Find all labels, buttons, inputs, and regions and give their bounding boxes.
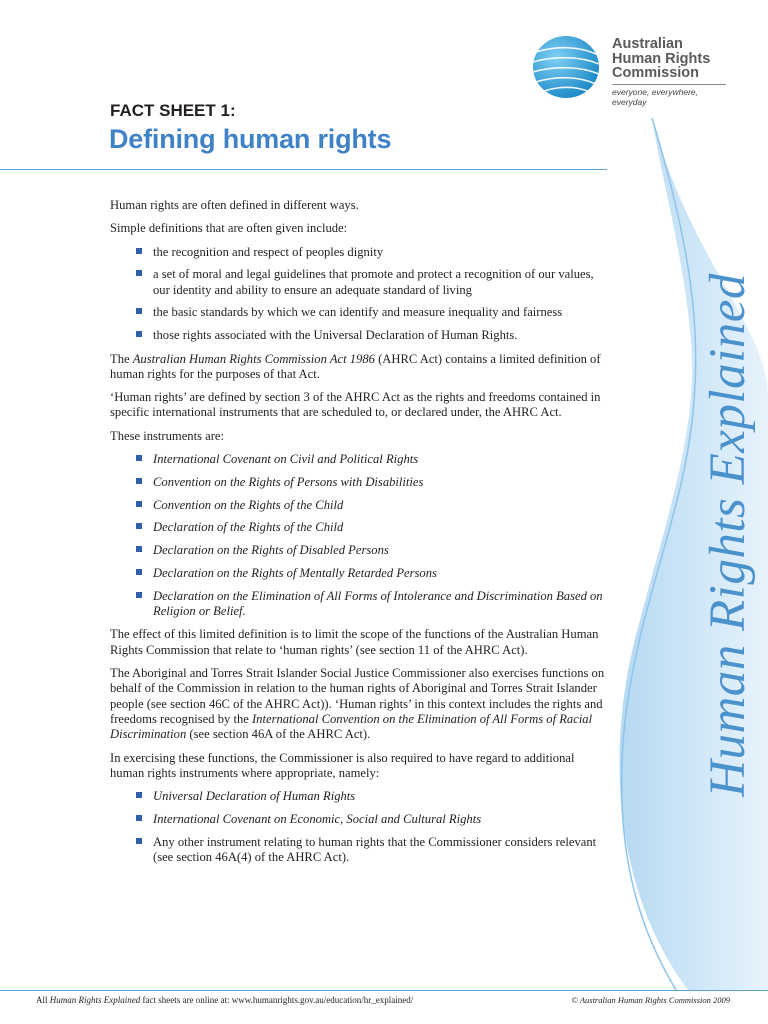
list-item-text: the recognition and respect of peoples dignity [153,244,384,259]
list-item [110,543,610,558]
org-line-2: Human Rights [612,50,711,67]
list-item-text: Convention on the Rights of the Child [153,497,344,512]
list-item-text: Declaration of the Rights of the Child [153,520,344,535]
title-divider [0,169,607,170]
main-content [110,198,610,873]
square-bullet-icon [136,455,142,461]
text: The Aboriginal and Torres Strait Islander Social Justice Commissioner also exercises functions on behalf of the Commission in relation to the human rights of Aboriginal and Torres Strait Islander people (see section 46C of the AHRC Act)). ‘Human rights’ in this context includes the rights and freedoms recognised by the [110,666,605,726]
text: (see section 46A of the AHRC Act). [186,727,371,742]
footer-url-text: fact sheets are online at: www.humanrights.gov.au/education/hr_explained/ [140,995,414,1005]
footer-note [36,995,413,1005]
square-bullet-icon [136,501,142,507]
list-item [110,475,610,490]
org-tagline: everyone, everywhere, everyday [612,87,698,107]
list-item-text: Declaration on the Rights of Disabled Persons [153,543,389,558]
list-item [110,328,610,343]
square-bullet-icon [136,792,142,798]
act-name: Australian Human Rights Commission Act 1986 [132,351,375,366]
paragraph [110,666,610,742]
list-item [110,812,610,827]
convention-name: International Convention on the Elimination of All Forms of Racial Discrimination [110,711,593,742]
square-bullet-icon [136,270,142,276]
list-item [110,267,610,298]
paragraph: ‘Human rights’ are defined by section 3 of the AHRC Act as the rights and freedoms contained in specific international instruments that are scheduled to, or declared under, the AHRC Act. [110,390,601,420]
list-item [110,566,610,581]
list-item-text: Any other instrument relating to human rights that the Commissioner considers relevant (see section 46A(4) of the AHRC Act). [153,834,597,864]
text: All [36,995,50,1005]
paragraph: In exercising these functions, the Commissioner is also required to have regard to additional human rights instruments where appropriate, namely: [110,750,575,780]
definitions-list [110,245,610,344]
series-name: Human Rights Explained [49,995,141,1005]
list-item-text: those rights associated with the Universal Declaration of Human Rights. [153,328,518,343]
square-bullet-icon [136,248,142,254]
list-item [110,452,610,467]
logo-divider [612,84,726,85]
paragraph: These instruments are: [110,428,225,443]
list-item-text: Declaration on the Rights of Mentally Retarded Persons [153,566,437,581]
footer-divider [0,990,768,991]
globe-icon [530,34,602,100]
org-line-1: Australian [612,36,683,52]
square-bullet-icon [136,331,142,337]
copyright: © Australian Human Rights Commission 2009 [571,995,730,1005]
list-item [110,520,610,535]
paragraph: Human rights are often defined in different ways. [110,198,359,212]
instruments-list [110,452,610,619]
page-title: Defining human rights [109,124,392,154]
square-bullet-icon [136,478,142,484]
square-bullet-icon [136,592,142,598]
square-bullet-icon [136,523,142,529]
square-bullet-icon [136,569,142,575]
side-title: Human Rights Explained [700,273,756,797]
list-item-text: the basic standards by which we can identify and measure inequality and fairness [153,305,563,320]
org-line-3: Commission [612,65,700,81]
square-bullet-icon [136,815,142,821]
text: The [110,351,133,366]
list-item [110,789,610,804]
list-item-text: Convention on the Rights of Persons with Disabilities [153,474,424,489]
additional-instruments-list [110,789,610,865]
list-item [110,305,610,320]
square-bullet-icon [136,308,142,314]
list-item-text: International Covenant on Economic, Social and Cultural Rights [153,811,482,826]
list-item-text: Universal Declaration of Human Rights [153,789,356,804]
paragraph: The effect of this limited definition is to limit the scope of the functions of the Australian Human Rights Commission that relate to ‘human rights’ (see section 11 of the AHRC Act). [110,627,599,657]
ahrc-logo [530,32,730,107]
fact-sheet-label: FACT SHEET 1: [110,101,236,120]
text: (AHRC Act) contains a limited definition of human rights for the purposes of that Act. [110,351,601,381]
org-name [612,37,710,81]
list-item [110,835,610,866]
square-bullet-icon [136,838,142,844]
list-item [110,498,610,513]
paragraph: Simple definitions that are often given include: [110,221,348,236]
list-item-text: a set of moral and legal guidelines that promote and protect a recognition of our values, our identity and ability to ensure an adequate standard of living [153,267,594,297]
square-bullet-icon [136,546,142,552]
list-item [110,589,610,620]
list-item [110,245,610,260]
list-item-text: Declaration on the Elimination of All Forms of Intolerance and Discrimination Based on Religion or Belief. [153,588,603,619]
paragraph [110,352,610,383]
list-item-text: International Covenant on Civil and Political Rights [153,452,419,467]
